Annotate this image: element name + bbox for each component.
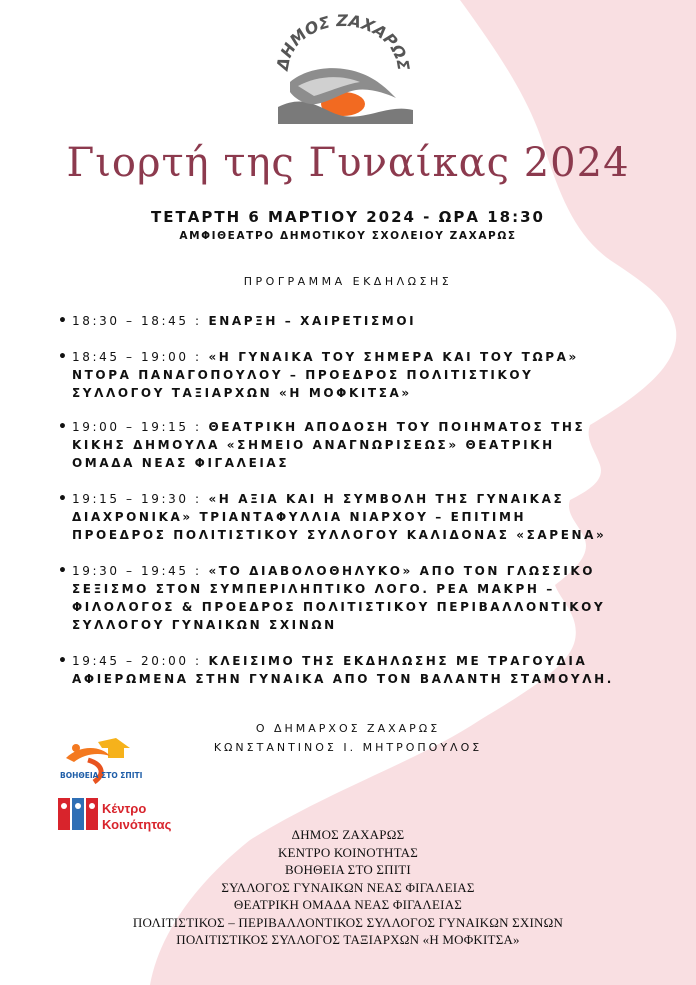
organizer-line: ΘΕΑΤΡΙΚΗ ΟΜΑΔΑ ΝΕΑΣ ΦΙΓΑΛΕΙΑΣ [233,897,463,912]
program-item-text: ΑΦΙΕΡΩΜΕΝΑ ΣΤΗΝ ΓΥΝΑΙΚΑ ΑΠΟ ΤΟΝ ΒΑΛΑΝΤΗ ΣΤΑΜΟΥΛΗ. [72,672,614,686]
program-item-text: ΚΛΕΙΣΙΜΟ ΤΗΣ ΕΚΔΗΛΩΣΗΣ ΜΕ ΤΡΑΓΟΥΔΙΑ [208,654,588,668]
svg-text:ΔΗΜΟΣ ΖΑΧΑΡΩΣ [272,12,413,74]
program-heading: ΠΡΟΓΡΑΜΜΑ ΕΚΔΗΛΩΣΗΣ [243,275,453,288]
help-at-home-text: ΒΟΗΘΕΙΑ ΣΤΟ ΣΠΙΤΙ [60,771,143,780]
bullet-icon: • [58,313,70,329]
mayor-name: ΚΩΝΣΤΑΝΤΙΝΟΣ Ι. ΜΗΤΡΟΠΟΥΛΟΣ [213,741,483,754]
organizer-line: ΒΟΗΘΕΙΑ ΣΤΟ ΣΠΙΤΙ [285,862,411,877]
organizers-list [0,826,696,949]
organizer-line: ΠΟΛΙΤΙΣΤΙΚΟΣ – ΠΕΡΙΒΑΛΛΟΝΤΙΚΟΣ ΣΥΛΛΟΓΟΣ ΓΥΝΑΙΚΩΝ ΣΧΙΝΩΝ [132,914,564,930]
program-item [58,562,658,634]
bullet-icon: • [58,349,70,365]
organizer-line: ΣΥΛΛΟΓΟΣ ΓΥΝΑΙΚΩΝ ΝΕΑΣ ΦΙΓΑΛΕΙΑΣ [221,879,475,895]
bullet-icon: • [58,653,70,669]
bullet-icon: • [58,563,70,579]
program-item-text: ΝΤΟΡΑ ΠΑΝΑΓΟΠΟΥΛΟΥ – ΠΡΟΕΔΡΟΣ ΠΟΛΙΤΙΣΤΙΚΟΥ [72,368,534,382]
program-item-time: 18:45 – 19:00 : [72,350,202,364]
organizer-line: ΠΟΛΙΤΙΣΤΙΚΟΣ ΣΥΛΛΟΓΟΣ ΤΑΞΙΑΡΧΩΝ «Η ΜΟΦΚΙΤΣΑ» [176,932,520,947]
organizer-line: ΔΗΜΟΣ ΖΑΧΑΡΩΣ [291,827,405,842]
bullet-icon: • [58,419,70,435]
program-item-time: 19:30 – 19:45 : [72,564,202,578]
program-item-text: ΕΝΑΡΞΗ – ΧΑΙΡΕΤΙΣΜΟΙ [208,314,417,328]
program-item-text: «Η ΑΞΙΑ ΚΑΙ Η ΣΥΜΒΟΛΗ ΤΗΣ ΓΥΝΑΙΚΑΣ [208,492,565,506]
program-item-text: ΚΙΚΗΣ ΔΗΜΟΥΛΑ «ΣΗΜΕΙΟ ΑΝΑΓΝΩΡΙΣΕΩΣ» ΘΕΑΤΡΙΚΗ [72,438,555,452]
event-date: ΤΕΤΑΡΤΗ 6 ΜΑΡΤΙΟΥ 2024 - ΩΡΑ 18:30 [151,208,545,226]
program-item-text: ΦΙΛΟΛΟΓΟΣ & ΠΡΟΕΔΡΟΣ ΠΟΛΙΤΙΣΤΙΚΟΥ ΠΕΡΙΒΑΛΛΟΝΤΙΚΟΥ [72,600,606,614]
program-item-text: ΣΥΛΛΟΓΟΥ ΓΥΝΑΙΚΩΝ ΣΧΙΝΩΝ [72,618,337,632]
event-venue: ΑΜΦΙΘΕΑΤΡΟ ΔΗΜΟΤΙΚΟΥ ΣΧΟΛΕΙΟΥ ΖΑΧΑΡΩΣ [179,230,517,242]
help-at-home-logo [58,738,170,788]
program-item-time: 19:15 – 19:30 : [72,492,202,506]
program-item [58,348,658,402]
municipality-logo [268,12,418,130]
organizer-line: ΚΕΝΤΡΟ ΚΟΙΝΟΤΗΤΑΣ [277,844,419,860]
program-item [58,418,658,472]
program-item-text: ΣΥΛΛΟΓΟΥ ΤΑΞΙΑΡΧΩΝ «Η ΜΟΦΚΙΤΣΑ» [72,386,412,400]
program-item-text: ΣΕΞΙΣΜΟ ΣΤΟΝ ΣΥΜΠΕΡΙΛΗΠΤΙΚΟ ΛΟΓΟ. ΡΕΑ ΜΑΚΡΗ – [72,582,555,596]
program-item-text: «ΤΟ ΔΙΑΒΟΛΟΘΗΛΥΚΟ» ΑΠΟ ΤΟΝ ΓΛΩΣΣΙΚΟ [208,564,596,578]
program-item-time: 19:45 – 20:00 : [72,654,202,668]
program-item [58,490,658,544]
program-item-text: ΠΡΟΕΔΡΟΣ ΠΟΛΙΤΙΣΤΙΚΟΥ ΣΥΛΛΟΓΟΥ ΚΑΛΙΔΟΝΑΣ «ΣΑΡΕΝΑ» [72,528,607,542]
program-item-text: «Η ΓΥΝΑΙΚΑ ΤΟΥ ΣΗΜΕΡΑ ΚΑΙ ΤΟΥ ΤΩΡΑ» [208,350,579,364]
program-item-time: 19:00 – 19:15 : [72,420,202,434]
page-title: Γιορτή της Γυναίκας 2024 [66,140,630,186]
program-item [58,312,658,330]
logo-text: ΔΗΜΟΣ ΖΑΧΑΡΩΣ [272,12,414,72]
community-center-text-2: Κοινότητας [102,817,172,832]
community-center-text-1: Κέντρο [102,801,147,816]
program-item-text: ΟΜΑΔΑ ΝΕΑΣ ΦΙΓΑΛΕΙΑΣ [72,456,290,470]
mayor-title: Ο ΔΗΜΑΡΧΟΣ ΖΑΧΑΡΩΣ [255,722,441,735]
program-item-text: ΔΙΑΧΡΟΝΙΚΑ» ΤΡΙΑΝΤΑΦΥΛΛΙΑ ΝΙΑΡΧΟΥ – ΕΠΙΤΙΜΗ [72,510,527,524]
bullet-icon: • [58,491,70,507]
program-item-time: 18:30 – 18:45 : [72,314,202,328]
program-item-text: ΘΕΑΤΡΙΚΗ ΑΠΟΔΟΣΗ ΤΟΥ ΠΟΙΗΜΑΤΟΣ ΤΗΣ [208,420,586,434]
program-item [58,652,658,688]
